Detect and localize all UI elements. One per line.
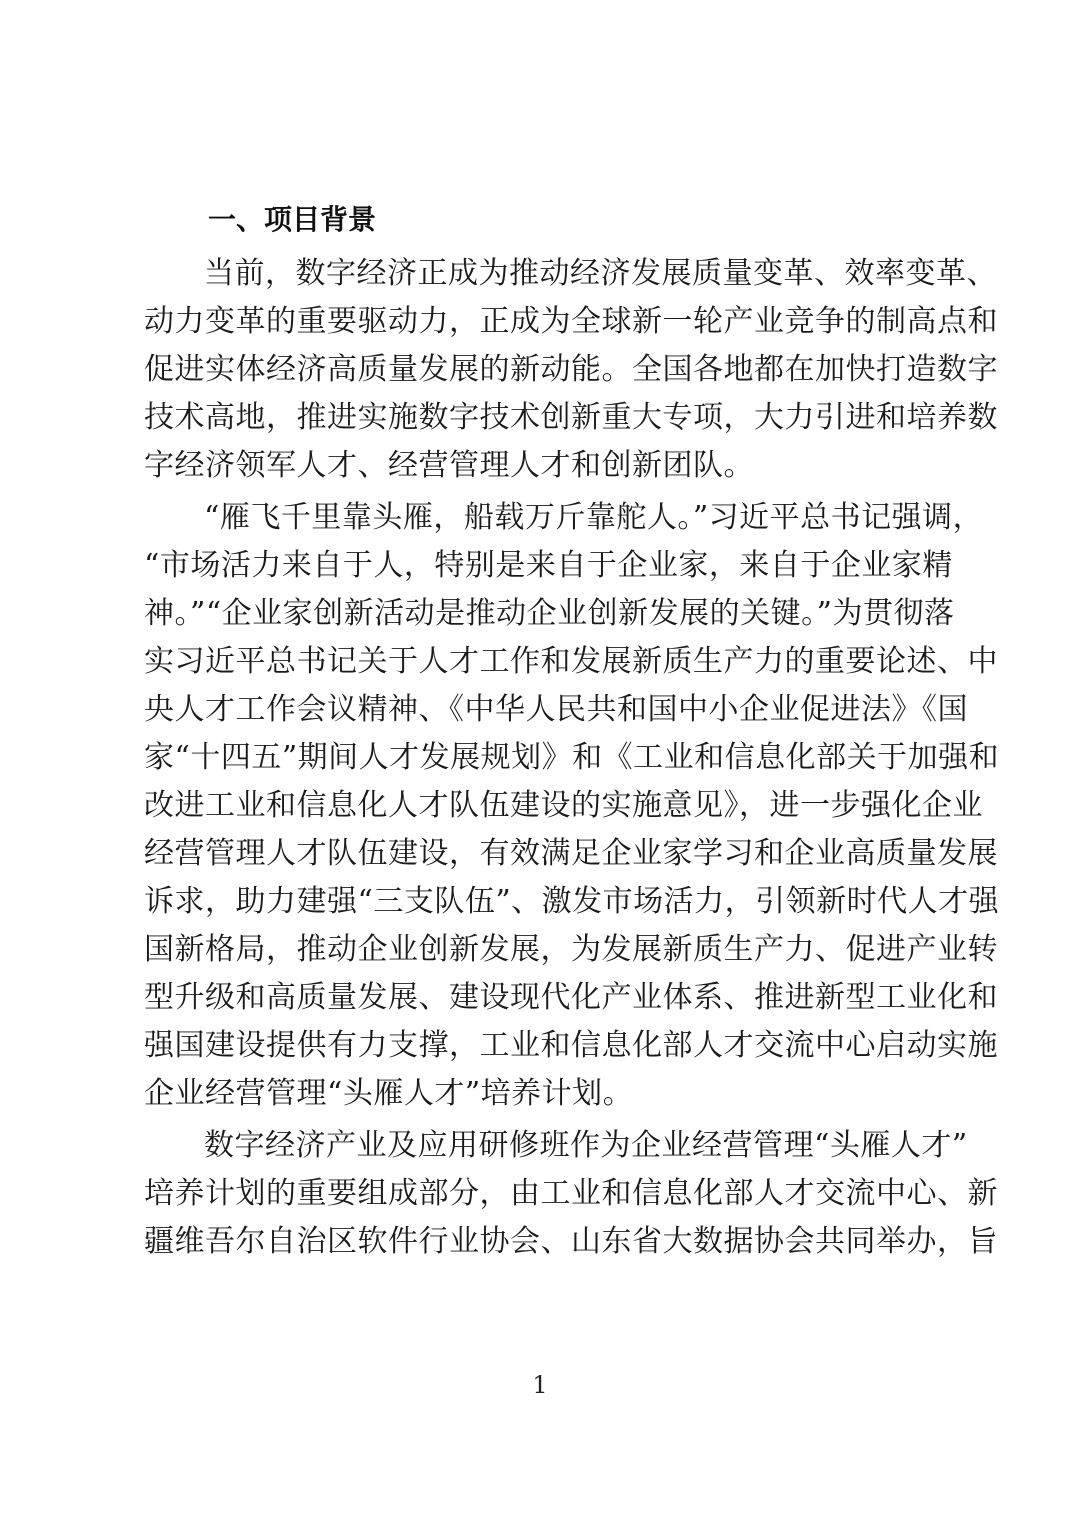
text-line: 家“十四五”期间人才发展规划》和《工业和信息化部关于加强和 (144, 740, 1000, 775)
text-line: 技术高地，推进实施数字技术创新重大专项，大力引进和培养数 (144, 400, 998, 435)
section-heading: 一、项目背景 (208, 203, 377, 236)
text-line: 国新格局，推动企业创新发展，为发展新质生产力、促进产业转 (144, 932, 998, 967)
text-line: 促进实体经济高质量发展的新动能。全国各地都在加快打造数字 (144, 352, 998, 387)
page-number: 1 (532, 1371, 548, 1399)
body-text (144, 250, 1000, 1266)
text-line: 央人才工作会议精神、《中华人民共和国中小企业促进法》《国 (144, 692, 968, 727)
text-line: 动力变革的重要驱动力，正成为全球新一轮产业竞争的制高点和 (144, 304, 998, 339)
text-line: 数字经济产业及应用研修班作为企业经营管理“头雁人才” (204, 1128, 968, 1163)
text-line: 字经济领军人才、经营管理人才和创新团队。 (144, 448, 754, 483)
text-line: 经营管理人才队伍建设，有效满足企业家学习和企业高质量发展 (144, 836, 998, 871)
text-line: 疆维吾尔自治区软件行业协会、山东省大数据协会共同举办，旨 (144, 1224, 998, 1259)
text-line: 型升级和高质量发展、建设现代化产业体系、推进新型工业化和 (144, 980, 998, 1015)
paragraph (144, 1122, 998, 1266)
paragraph (144, 250, 998, 490)
text-line: 神。”“企业家创新活动是推动企业创新发展的关键。”为贯彻落 (144, 596, 955, 631)
text-line: 诉求，助力建强“三支队伍”、激发市场活力，引领新时代人才强 (144, 884, 1000, 919)
text-line: “市场活力来自于人，特别是来自于企业家，来自于企业家精 (144, 548, 953, 583)
text-line: 改进工业和信息化人才队伍建设的实施意见》，进一步强化企业 (144, 788, 983, 823)
paragraph (144, 494, 1000, 1118)
text-line: “雁飞千里靠头雁，船载万斤靠舵人。”习近平总书记强调， (204, 500, 984, 535)
text-line: 强国建设提供有力支撑，工业和信息化部人才交流中心启动实施 (144, 1028, 998, 1063)
text-line: 当前，数字经济正成为推动经济发展质量变革、效率变革、 (204, 256, 997, 291)
text-line: 实习近平总书记关于人才工作和发展新质生产力的重要论述、中 (144, 644, 998, 679)
text-line: 培养计划的重要组成部分，由工业和信息化部人才交流中心、新 (144, 1176, 998, 1211)
text-line: 企业经营管理“头雁人才”培养计划。 (144, 1076, 634, 1111)
